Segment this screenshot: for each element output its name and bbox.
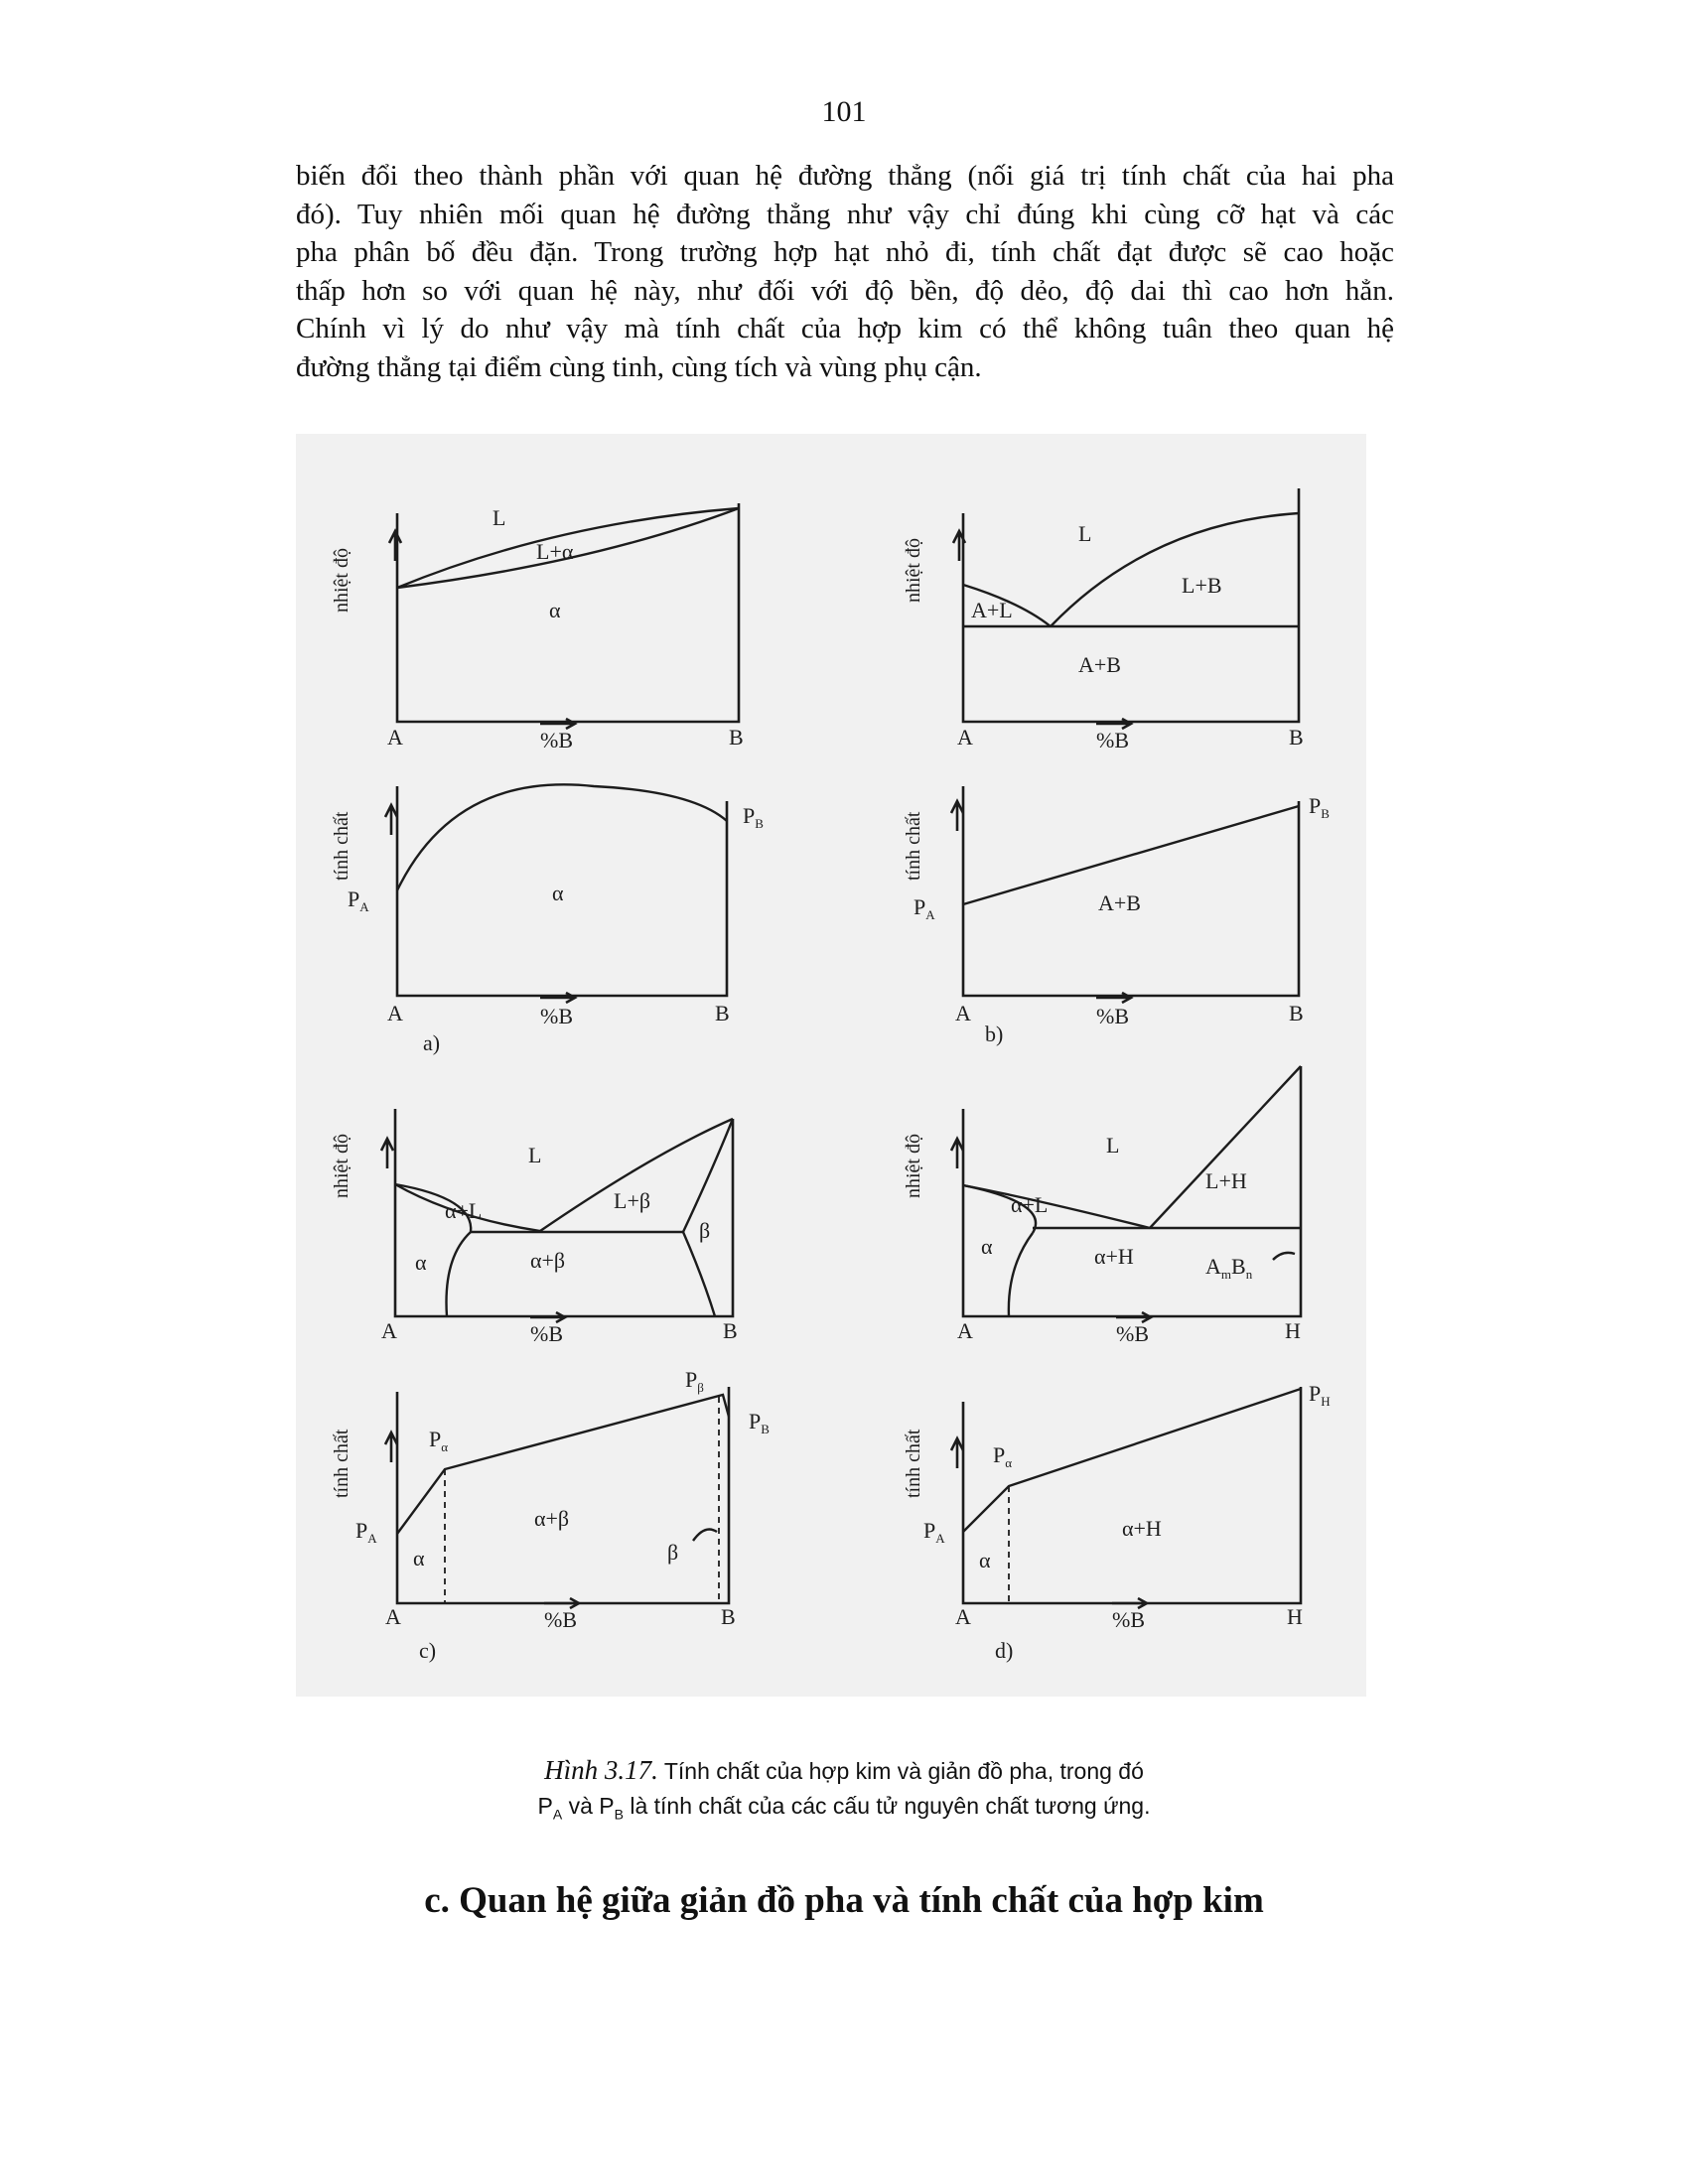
point-label-pb: $P_B$ (743, 803, 764, 831)
region-label: A+B (1078, 652, 1121, 677)
pointer-arrow (1273, 1253, 1295, 1260)
property-line (963, 1389, 1301, 1532)
component-label: A (955, 1001, 971, 1025)
property-axis-label: tính chất (903, 811, 924, 881)
region-label: α+L (445, 1198, 483, 1223)
temperature-axis-label: nhiệt độ (331, 548, 352, 613)
paragraph-line: pha phân bố đều đặn. Trong trường hợp hạt nhỏ đi, tính chất đạt được sẽ cao hoặc (296, 236, 1394, 269)
paragraph-line: đường thẳng tại điểm cùng tinh, cùng tích và vùng phụ cận. (296, 350, 982, 383)
region-label: α (415, 1250, 427, 1275)
panel-b-property (903, 786, 1330, 1046)
region-label: α+H (1094, 1244, 1134, 1269)
region-label: α (981, 1234, 993, 1259)
liquidus-line-right (540, 1119, 733, 1231)
composition-label: %B (1116, 1321, 1149, 1346)
region-label: β (699, 1218, 711, 1243)
region-label: α (549, 598, 561, 622)
composition-label: %B (1096, 1004, 1129, 1028)
panel-a-phase-diagram (331, 503, 744, 752)
component-label: A (387, 725, 403, 750)
region-label: α (552, 881, 564, 905)
composition-label: %B (540, 728, 573, 752)
right-arrow-icon (1096, 993, 1131, 1003)
composition-label: %B (1112, 1607, 1145, 1632)
up-arrow-icon (951, 801, 963, 831)
property-curve (397, 784, 727, 890)
panel-a-top-axes (397, 503, 739, 722)
panel-c-bottom-axes (397, 1387, 729, 1603)
component-label: B (729, 725, 744, 750)
panel-d-bottom-axes (963, 1387, 1301, 1603)
solvus-line-left (1009, 1233, 1033, 1316)
composition-label: %B (544, 1607, 577, 1632)
region-label: L+α (536, 539, 574, 564)
component-label: H (1285, 1318, 1301, 1343)
region-label: L+β (614, 1188, 651, 1213)
point-label-pb: $P_B$ (1309, 793, 1330, 821)
region-label: L+B (1182, 573, 1222, 598)
panel-a-property (331, 784, 764, 1055)
panel-c-phase-diagram (331, 1109, 738, 1346)
region-label: L+H (1205, 1168, 1247, 1193)
component-label: A (381, 1318, 397, 1343)
paragraph-line: đó). Tuy nhiên mối quan hệ đường thẳng như vậy chỉ đúng khi cùng cỡ hạt và các (296, 198, 1394, 230)
up-arrow-icon (951, 1438, 963, 1468)
paragraph-line: thấp hơn so với quan hệ này, như đối với độ bền, độ dẻo, độ dai thì cao hơn hẳn. (296, 274, 1394, 307)
component-label: B (1289, 725, 1304, 750)
panel-label-a: a) (423, 1030, 441, 1055)
component-label: B (721, 1604, 736, 1629)
right-arrow-icon (540, 993, 575, 1003)
up-arrow-icon (389, 531, 401, 561)
region-label: α+L (1011, 1192, 1049, 1217)
region-label: L (1078, 521, 1092, 546)
region-label: α+β (534, 1506, 570, 1531)
component-label: H (1287, 1604, 1303, 1629)
temperature-axis-label: nhiệt độ (903, 1134, 924, 1198)
panel-d-property (903, 1381, 1331, 1663)
composition-label: %B (540, 1004, 573, 1028)
paragraph-line: biến đổi theo thành phần với quan hệ đường thẳng (nối giá trị tính chất của hai pha (296, 160, 1394, 192)
caption-line-2: $P_A$ và $P_B$ là tính chất của các cấu tử nguyên chất tương ứng. (537, 1793, 1151, 1823)
point-label-ph: $P_H$ (1309, 1381, 1331, 1409)
component-label: A (955, 1604, 971, 1629)
panel-c-property (331, 1367, 770, 1663)
component-label: A (957, 1318, 973, 1343)
region-label: L (1106, 1133, 1120, 1158)
region-label: A+L (971, 598, 1013, 622)
up-arrow-icon (385, 1433, 397, 1462)
up-arrow-icon (381, 1139, 393, 1168)
solvus-line-left (447, 1232, 472, 1316)
region-label: α+H (1122, 1516, 1162, 1541)
component-label: A (387, 1001, 403, 1025)
component-label: A (957, 725, 973, 750)
figure-3-17 (296, 434, 1366, 1697)
region-label: β (667, 1540, 679, 1565)
panel-b-phase-diagram (903, 488, 1304, 752)
up-arrow-icon (951, 1139, 963, 1168)
panel-label-d: d) (995, 1638, 1014, 1663)
point-label-pa: $P_A$ (914, 894, 935, 922)
temperature-axis-label: nhiệt độ (903, 538, 924, 603)
region-label: L (528, 1143, 542, 1167)
section-heading: c. Quan hệ giữa giản đồ pha và tính chất của hợp kim (424, 1880, 1264, 1921)
composition-label: %B (530, 1321, 563, 1346)
component-label: A (385, 1604, 401, 1629)
region-label: α (979, 1548, 991, 1572)
point-label-palpha: $P_\alpha$ (993, 1442, 1013, 1470)
component-label: B (723, 1318, 738, 1343)
paragraph-line: Chính vì lý do như vậy mà tính chất của hợp kim có thể không tuân theo quan hệ (296, 313, 1394, 345)
panel-d-phase-diagram (903, 1066, 1301, 1346)
component-label: B (1289, 1001, 1304, 1025)
property-axis-label: tính chất (331, 1429, 352, 1498)
property-axis-label: tính chất (903, 1429, 924, 1498)
up-arrow-icon (385, 805, 397, 835)
solidus-line-right (683, 1119, 733, 1232)
point-label-pbeta: $P_\beta$ (685, 1367, 704, 1395)
solvus-line-right (683, 1232, 715, 1316)
region-label: A+B (1098, 890, 1141, 915)
compound-label: $A_mB_n$ (1205, 1254, 1253, 1282)
caption-label: Hình 3.17. (544, 1755, 658, 1785)
liquidus-line-right (1150, 1066, 1301, 1228)
page-number: 101 (821, 95, 867, 128)
figure-caption (0, 1753, 1688, 1833)
region-label: α (413, 1546, 425, 1570)
region-label: L (492, 505, 506, 530)
point-label-pa: $P_A$ (923, 1518, 945, 1546)
region-label: α+β (530, 1248, 566, 1273)
caption-line-1: Hình 3.17. Tính chất của hợp kim và giản đồ pha, trong đó (544, 1755, 1144, 1785)
pointer-arrow (693, 1529, 717, 1541)
composition-label: %B (1096, 728, 1129, 752)
temperature-axis-label: nhiệt độ (331, 1134, 352, 1198)
point-label-pa: $P_A$ (355, 1518, 377, 1546)
point-label-pa: $P_A$ (348, 887, 369, 914)
property-axis-label: tính chất (331, 811, 352, 881)
component-label: B (715, 1001, 730, 1025)
phase-diagram-figure (296, 434, 1366, 1697)
panel-label-b: b) (985, 1022, 1004, 1046)
panel-label-c: c) (419, 1638, 437, 1663)
point-label-pb: $P_B$ (749, 1409, 770, 1436)
body-paragraph (296, 157, 1394, 387)
point-label-palpha: $P_\alpha$ (429, 1427, 449, 1454)
